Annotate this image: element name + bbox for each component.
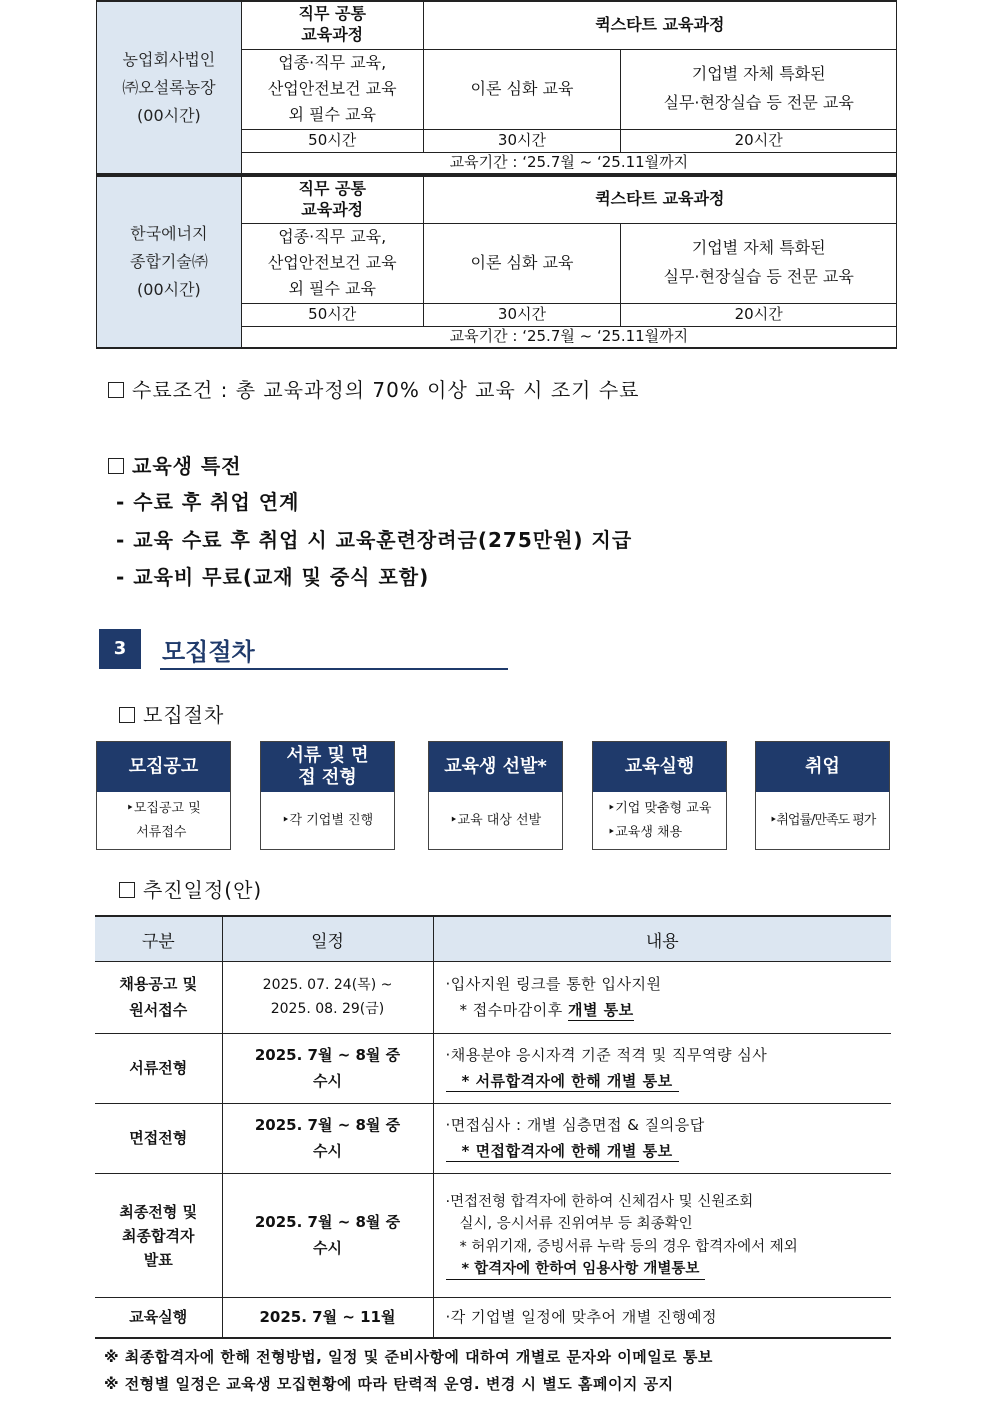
- table-row: 최종전형 및 최종합격자 발표 2025. 7월 ~ 8월 중 수시 ·면접전형 합격자에 한하여 신체검사 및 신원조회 실시, 응시서류 진위여부 등 최종확인 * 허위기재, 증빙서류 누락 등의 경우 합격자에서 제외 * 합격자에 한하여 임용사항 개별통보: [95, 1174, 891, 1298]
- table-row: 교육실행 2025. 7월 ~ 11월 ·각 기업별 일정에 맞추어 개별 진행예정: [95, 1298, 891, 1338]
- process-step-body: ‣취업률/만족도 평가: [769, 812, 876, 828]
- table-row: 면접전형 2025. 7월 ~ 8월 중 수시 ·면접심사 : 개별 심층면접 & 질의응답 * 면접합격자에 한해 개별 통보: [95, 1104, 891, 1174]
- company-table-2: [96, 175, 897, 349]
- section-underline: [160, 668, 508, 670]
- checkbox-square-icon: [108, 382, 124, 398]
- completion-condition: 수료조건 : 총 교육과정의 70% 이상 교육 시 조기 수료: [108, 374, 640, 403]
- column-header: 내용: [433, 916, 891, 962]
- checkbox-square-icon: [119, 882, 135, 898]
- education-period: 교육기간 : ‘25.7월 ~ ‘25.11월까지: [241, 152, 896, 174]
- checkbox-square-icon: [119, 707, 135, 723]
- process-step-head: 서류 및 면접 전형: [261, 742, 394, 792]
- process-step-body: ‣각 기업별 진행: [281, 812, 374, 828]
- quickstart-header: 퀵스타트 교육과정: [423, 1, 896, 49]
- table-row: 채용공고 및 원서접수 2025. 07. 24(목) ~ 2025. 08. 29(금) ·입사지원 링크를 통한 입사지원 * 접수마감이후 개별 통보: [95, 962, 891, 1034]
- hours-theory: 30시간: [423, 129, 621, 152]
- benefit-item: - 교육비 무료(교재 및 중식 포함): [116, 565, 430, 589]
- company-name: 농업회사법인 ㈜오설록농장 (00시간): [97, 1, 242, 174]
- process-step-body: 서류접수: [136, 824, 187, 840]
- benefit-item: - 수료 후 취업 연계: [116, 490, 300, 514]
- common-course-header: 직무 공통 교육과정: [241, 1, 423, 49]
- process-step-body: ‣모집공고 및: [126, 801, 201, 817]
- common-course-header: 직무 공통 교육과정: [241, 176, 423, 223]
- process-step-body: ‣교육생 채용: [607, 824, 683, 840]
- quickstart-header: 퀵스타트 교육과정: [423, 176, 896, 223]
- process-step-head: 교육실행: [593, 742, 726, 792]
- process-step-body: ‣기업 맞춤형 교육: [607, 801, 712, 817]
- hours-theory: 30시간: [423, 303, 621, 326]
- schedule-table: [95, 915, 891, 1339]
- special-course: 기업별 자체 특화된 실무·현장실습 등 전문 교육: [621, 223, 897, 303]
- common-course-desc: 업종·직무 교육, 산업안전보건 교육 외 필수 교육: [241, 49, 423, 129]
- education-period: 교육기간 : ‘25.7월 ~ ‘25.11월까지: [241, 326, 896, 348]
- process-title: 모집절차: [119, 699, 224, 728]
- checkbox-square-icon: [108, 458, 124, 474]
- footnotes: [104, 1344, 713, 1398]
- column-header: 구분: [95, 916, 222, 962]
- hours-special: 20시간: [621, 303, 897, 326]
- section-number-badge: 3: [99, 629, 141, 669]
- common-course-desc: 업종·직무 교육, 산업안전보건 교육 외 필수 교육: [241, 223, 423, 303]
- benefit-item: - 교육 수료 후 취업 시 교육훈련장려금(275만원) 지급: [116, 528, 633, 552]
- hours-special: 20시간: [621, 129, 897, 152]
- theory-course: 이론 심화 교육: [423, 223, 621, 303]
- process-step-head: 교육생 선발*: [429, 742, 562, 792]
- hours-common: 50시간: [241, 303, 423, 326]
- process-step-2: [260, 741, 395, 850]
- table-row: 서류전형 2025. 7월 ~ 8월 중 수시 ·채용분야 응시자격 기준 적격 및 직무역량 심사 * 서류합격자에 한해 개별 통보: [95, 1034, 891, 1104]
- process-step-3: [428, 741, 563, 850]
- company-name: 한국에너지 종합기술㈜ (00시간): [97, 176, 242, 348]
- section-title: 모집절차: [162, 638, 255, 666]
- hours-common: 50시간: [241, 129, 423, 152]
- process-step-4: [592, 741, 727, 850]
- special-course: 기업별 자체 특화된 실무·현장실습 등 전문 교육: [621, 49, 897, 129]
- theory-course: 이론 심화 교육: [423, 49, 621, 129]
- column-header: 일정: [222, 916, 433, 962]
- benefits-title: 교육생 특전: [108, 450, 242, 479]
- process-step-5: [755, 741, 890, 850]
- process-step-head: 모집공고: [97, 742, 230, 792]
- process-step-1: [96, 741, 231, 850]
- schedule-title: 추진일정(안): [119, 874, 262, 903]
- process-step-body: ‣교육 대상 선발: [449, 812, 542, 828]
- footnote: ※ 전형별 일정은 교육생 모집현황에 따라 탄력적 운영. 변경 시 별도 홈페이지 공지: [104, 1375, 674, 1393]
- company-table-1: [96, 0, 897, 175]
- process-step-head: 취업: [756, 742, 889, 792]
- footnote: ※ 최종합격자에 한해 전형방법, 일정 및 준비사항에 대하여 개별로 문자와 이메일로 통보: [104, 1348, 713, 1366]
